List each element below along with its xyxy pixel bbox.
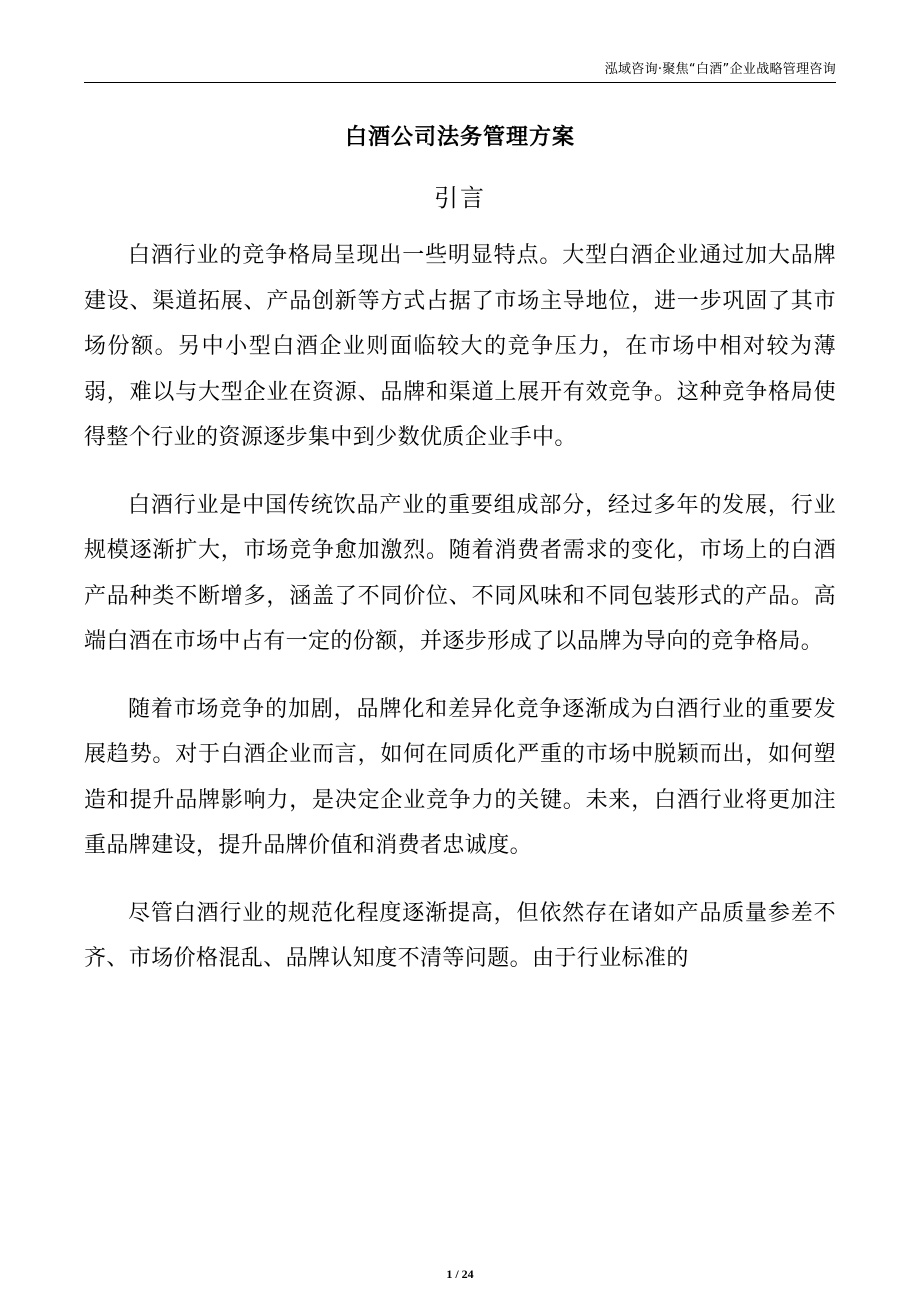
paragraph-3: 随着市场竞争的加剧，品牌化和差异化竞争逐渐成为白酒行业的重要发展趋势。对于白酒企业而言，如何在同质化严重的市场中脱颖而出，如何塑造和提升品牌影响力，是决定企业竞争力的关键。未来，白酒行业将更加注重品牌建设，提升品牌价值和消费者忠诚度。 bbox=[84, 696, 836, 858]
document-body bbox=[84, 233, 836, 1004]
document-title: 白酒公司法务管理方案 bbox=[344, 125, 575, 150]
paragraph-1: 白酒行业的竞争格局呈现出一些明显特点。大型白酒企业通过加大品牌建设、渠道拓展、产品创新等方式占据了市场主导地位，进一步巩固了其市场份额。另中小型白酒企业则面临较大的竞争压力，在市场中相对较为薄弱，难以与大型企业在资源、品牌和渠道上展开有效竞争。这种竞争格局使得整个行业的资源逐步集中到少数优质企业手中。 bbox=[84, 243, 836, 450]
section-heading: 引言 bbox=[434, 184, 486, 212]
paragraph-4: 尽管白酒行业的规范化程度逐渐提高，但依然存在诸如产品质量参差不齐、市场价格混乱、品牌认知度不清等问题。由于行业标准的 bbox=[84, 900, 836, 971]
header-rule bbox=[84, 82, 836, 83]
page-number: 1 / 24 bbox=[446, 1267, 474, 1281]
paragraph-2: 白酒行业是中国传统饮品产业的重要组成部分，经过多年的发展，行业规模逐渐扩大，市场竞争愈加激烈。随着消费者需求的变化，市场上的白酒产品种类不断增多，涵盖了不同价位、不同风味和不同包装形式的产品。高端白酒在市场中占有一定的份额，并逐步形成了以品牌为导向的竞争格局。 bbox=[84, 492, 836, 654]
header-text: 泓域咨询·聚焦“白酒”企业战略管理咨询 bbox=[604, 62, 836, 77]
